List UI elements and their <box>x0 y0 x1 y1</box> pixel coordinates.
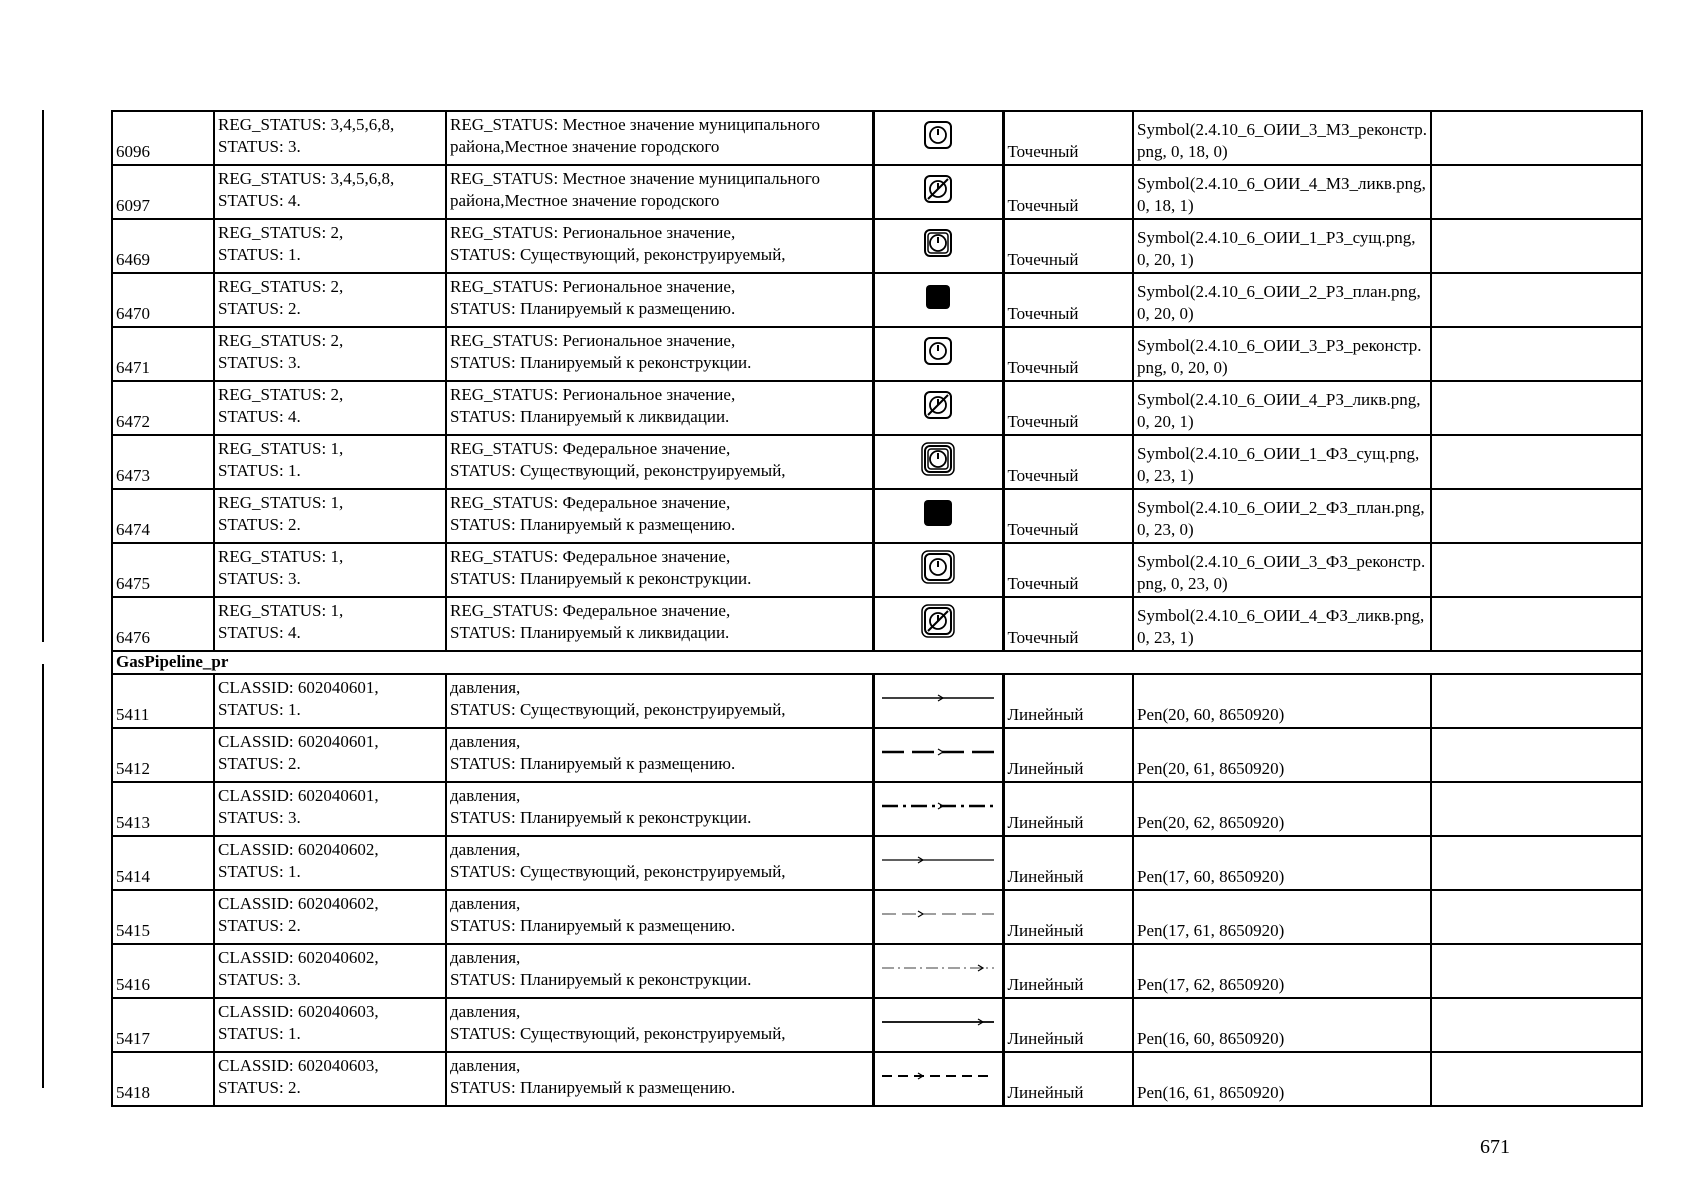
row-id: 5411 <box>116 705 150 724</box>
symbol-cell <box>873 219 1003 273</box>
line-solid-medium-icon <box>878 1012 998 1032</box>
geometry-type-cell <box>1003 165 1133 219</box>
row-id: 6474 <box>116 520 150 539</box>
empty-cell <box>1431 111 1642 165</box>
description-line: STATUS: Планируемый к реконструкции. <box>450 569 752 588</box>
table-row <box>112 543 1642 597</box>
description-cell <box>446 435 873 489</box>
geometry-type: Линейный <box>1007 975 1084 994</box>
table-row <box>112 782 1642 836</box>
description-line: STATUS: Существующий, реконструируемый, <box>450 245 786 264</box>
style-path: Symbol(2.4.10_6_ОИИ_3_МЗ_реконстр.png, 0, 18, 0) <box>1137 120 1427 161</box>
description-line: STATUS: Планируемый к размещению. <box>450 916 736 935</box>
condition-cell <box>214 327 446 381</box>
symbol-cell <box>873 327 1003 381</box>
empty-cell <box>1431 674 1642 728</box>
page-number: 671 <box>1480 1136 1510 1158</box>
description-line: STATUS: Планируемый к размещению. <box>450 299 736 318</box>
description-line: STATUS: Планируемый к реконструкции. <box>450 808 752 827</box>
geometry-type-cell <box>1003 381 1133 435</box>
description-line: STATUS: Планируемый к размещению. <box>450 515 736 534</box>
condition-line: CLASSID: 602040601, <box>218 786 379 805</box>
symbol-cell <box>873 944 1003 998</box>
condition-line: REG_STATUS: 1, <box>218 493 344 512</box>
row-id: 5418 <box>116 1083 150 1102</box>
style-path-cell <box>1133 489 1431 543</box>
line-dashed-medium-icon <box>878 1066 998 1086</box>
description-line: REG_STATUS: Федеральное значение, <box>450 547 731 566</box>
geometry-type: Линейный <box>1007 1029 1084 1048</box>
symbol-cell <box>873 674 1003 728</box>
style-path-cell <box>1133 381 1431 435</box>
geometry-type-cell <box>1003 728 1133 782</box>
condition-cell <box>214 728 446 782</box>
description-cell <box>446 1052 873 1106</box>
description-line: давления, <box>450 840 521 859</box>
condition-line: STATUS: 1. <box>218 862 301 881</box>
table-row <box>112 273 1642 327</box>
row-id: 6473 <box>116 466 150 485</box>
line-dashdot-thick-icon <box>878 796 998 816</box>
condition-line: CLASSID: 602040602, <box>218 840 379 859</box>
condition-line: CLASSID: 602040602, <box>218 894 379 913</box>
style-path: Symbol(2.4.10_6_ОИИ_3_ФЗ_реконстр.png, 0, 23, 0) <box>1137 552 1426 593</box>
gauge-recon-icon <box>921 118 955 152</box>
description-line: REG_STATUS: Федеральное значение, <box>450 439 731 458</box>
gauge-liquid-fed-icon <box>921 604 955 638</box>
geometry-type-cell <box>1003 782 1133 836</box>
condition-cell <box>214 998 446 1052</box>
geometry-type-cell <box>1003 543 1133 597</box>
description-cell <box>446 327 873 381</box>
condition-cell <box>214 111 446 165</box>
condition-cell <box>214 273 446 327</box>
description-line: давления, <box>450 786 521 805</box>
condition-line: REG_STATUS: 1, <box>218 547 344 566</box>
line-dashdot-thin-icon <box>878 958 998 978</box>
table-row <box>112 1052 1642 1106</box>
condition-line: STATUS: 3. <box>218 808 301 827</box>
style-path-cell <box>1133 219 1431 273</box>
description-line: давления, <box>450 894 521 913</box>
style-path: Symbol(2.4.10_6_ОИИ_1_ФЗ_сущ.png, 0, 23, 1) <box>1137 444 1420 485</box>
description-cell <box>446 381 873 435</box>
condition-line: STATUS: 2. <box>218 515 301 534</box>
description-line: STATUS: Существующий, реконструируемый, <box>450 700 786 719</box>
condition-line: STATUS: 3. <box>218 970 301 989</box>
empty-cell <box>1431 597 1642 651</box>
description-line: STATUS: Планируемый к размещению. <box>450 1078 736 1097</box>
condition-line: CLASSID: 602040601, <box>218 732 379 751</box>
style-path: Symbol(2.4.10_6_ОИИ_4_РЗ_ликв.png, 0, 20, 1) <box>1137 390 1421 431</box>
condition-line: STATUS: 1. <box>218 245 301 264</box>
condition-line: STATUS: 1. <box>218 700 301 719</box>
description-line: STATUS: Планируемый к реконструкции. <box>450 353 752 372</box>
style-path: Pen(17, 62, 8650920) <box>1137 975 1285 994</box>
empty-cell <box>1431 327 1642 381</box>
description-line: REG_STATUS: Местное значение муниципального <box>450 169 820 188</box>
gauge-exist-icon <box>921 226 955 260</box>
geometry-type-cell <box>1003 327 1133 381</box>
geometry-type: Линейный <box>1007 867 1084 886</box>
geometry-type-cell <box>1003 597 1133 651</box>
description-line: района,Местное значение городского <box>450 137 720 156</box>
table-row <box>112 674 1642 728</box>
geometry-type: Точечный <box>1007 304 1079 323</box>
symbol-cell <box>873 381 1003 435</box>
empty-cell <box>1431 890 1642 944</box>
condition-cell <box>214 890 446 944</box>
symbol-cell <box>873 165 1003 219</box>
condition-line: STATUS: 3. <box>218 569 301 588</box>
row-id: 6476 <box>116 628 150 647</box>
row-id-cell <box>112 165 214 219</box>
table-row <box>112 219 1642 273</box>
description-line: REG_STATUS: Региональное значение, <box>450 385 736 404</box>
description-line: REG_STATUS: Региональное значение, <box>450 277 736 296</box>
condition-line: CLASSID: 602040603, <box>218 1056 379 1075</box>
description-cell <box>446 273 873 327</box>
row-id: 6475 <box>116 574 150 593</box>
condition-line: STATUS: 3. <box>218 353 301 372</box>
symbol-cell <box>873 836 1003 890</box>
condition-cell <box>214 489 446 543</box>
style-path: Symbol(2.4.10_6_ОИИ_2_ФЗ_план.png, 0, 23, 0) <box>1137 498 1425 539</box>
condition-line: REG_STATUS: 1, <box>218 601 344 620</box>
row-id-cell <box>112 1052 214 1106</box>
style-path-cell <box>1133 273 1431 327</box>
row-id-cell <box>112 836 214 890</box>
geometry-type: Линейный <box>1007 759 1084 778</box>
description-line: давления, <box>450 1056 521 1075</box>
row-id-cell <box>112 111 214 165</box>
table-row <box>112 489 1642 543</box>
table-row <box>112 435 1642 489</box>
geometry-type-cell <box>1003 944 1133 998</box>
style-path: Symbol(2.4.10_6_ОИИ_4_ФЗ_ликв.png, 0, 23, 1) <box>1137 606 1425 647</box>
empty-cell <box>1431 782 1642 836</box>
condition-line: STATUS: 2. <box>218 754 301 773</box>
geometry-type-cell <box>1003 111 1133 165</box>
row-id: 5417 <box>116 1029 150 1048</box>
condition-line: STATUS: 4. <box>218 191 301 210</box>
style-path-cell <box>1133 435 1431 489</box>
table-row <box>112 381 1642 435</box>
description-line: REG_STATUS: Местное значение муниципального <box>450 115 820 134</box>
condition-line: REG_STATUS: 1, <box>218 439 344 458</box>
condition-line: STATUS: 3. <box>218 137 301 156</box>
geometry-type-cell <box>1003 674 1133 728</box>
table-row <box>112 998 1642 1052</box>
row-id-cell <box>112 674 214 728</box>
row-id-cell <box>112 890 214 944</box>
description-cell <box>446 489 873 543</box>
description-line: давления, <box>450 1002 521 1021</box>
description-line: REG_STATUS: Федеральное значение, <box>450 493 731 512</box>
gauge-exist-fed-icon <box>921 442 955 476</box>
gauge-liquid-icon <box>921 388 955 422</box>
description-line: STATUS: Существующий, реконструируемый, <box>450 1024 786 1043</box>
empty-cell <box>1431 489 1642 543</box>
condition-cell <box>214 1052 446 1106</box>
symbol-cell <box>873 111 1003 165</box>
symbol-cell <box>873 728 1003 782</box>
row-id-cell <box>112 998 214 1052</box>
description-line: давления, <box>450 732 521 751</box>
table-row <box>112 836 1642 890</box>
geometry-type-cell <box>1003 489 1133 543</box>
symbol-cell <box>873 597 1003 651</box>
condition-line: REG_STATUS: 2, <box>218 223 344 242</box>
style-path-cell <box>1133 782 1431 836</box>
style-path-cell <box>1133 327 1431 381</box>
page-left-bar-bottom <box>42 664 44 1088</box>
condition-cell <box>214 543 446 597</box>
symbol-cell <box>873 435 1003 489</box>
line-solid-arrow-icon <box>878 688 998 708</box>
style-path: Pen(20, 61, 8650920) <box>1137 759 1285 778</box>
row-id-cell <box>112 597 214 651</box>
description-line: STATUS: Планируемый к ликвидации. <box>450 407 730 426</box>
style-path-cell <box>1133 998 1431 1052</box>
empty-cell <box>1431 1052 1642 1106</box>
style-path-cell <box>1133 165 1431 219</box>
geometry-type: Линейный <box>1007 921 1084 940</box>
condition-cell <box>214 597 446 651</box>
symbol-cell <box>873 543 1003 597</box>
geometry-type-cell <box>1003 836 1133 890</box>
condition-cell <box>214 381 446 435</box>
condition-line: STATUS: 2. <box>218 1078 301 1097</box>
description-line: давления, <box>450 948 521 967</box>
gauge-liquid-icon <box>921 172 955 206</box>
row-id: 5416 <box>116 975 150 994</box>
row-id: 6470 <box>116 304 150 323</box>
geometry-type: Линейный <box>1007 705 1084 724</box>
geometry-type: Точечный <box>1007 142 1079 161</box>
row-id: 6472 <box>116 412 150 431</box>
row-id-cell <box>112 543 214 597</box>
row-id-cell <box>112 219 214 273</box>
style-path: Symbol(2.4.10_6_ОИИ_3_РЗ_реконстр.png, 0, 20, 0) <box>1137 336 1422 377</box>
condition-cell <box>214 836 446 890</box>
style-path: Symbol(2.4.10_6_ОИИ_1_РЗ_сущ.png, 0, 20, 1) <box>1137 228 1416 269</box>
geometry-type-cell <box>1003 273 1133 327</box>
style-path: Pen(17, 60, 8650920) <box>1137 867 1285 886</box>
condition-line: CLASSID: 602040602, <box>218 948 379 967</box>
line-dashed-thin-icon <box>878 904 998 924</box>
condition-line: REG_STATUS: 3,4,5,6,8, <box>218 115 395 134</box>
geometry-type: Точечный <box>1007 250 1079 269</box>
table-row <box>112 597 1642 651</box>
description-cell <box>446 674 873 728</box>
row-id-cell <box>112 381 214 435</box>
description-cell <box>446 165 873 219</box>
row-id-cell <box>112 782 214 836</box>
row-id-cell <box>112 944 214 998</box>
page-left-bar-top <box>42 110 44 642</box>
style-path-cell <box>1133 674 1431 728</box>
description-line: STATUS: Существующий, реконструируемый, <box>450 862 786 881</box>
condition-cell <box>214 674 446 728</box>
style-path: Symbol(2.4.10_6_ОИИ_2_РЗ_план.png, 0, 20, 0) <box>1137 282 1421 323</box>
description-line: REG_STATUS: Федеральное значение, <box>450 601 731 620</box>
geometry-type: Линейный <box>1007 1083 1084 1102</box>
symbol-cell <box>873 998 1003 1052</box>
table-row <box>112 165 1642 219</box>
row-id-cell <box>112 728 214 782</box>
description-cell <box>446 597 873 651</box>
gauge-recon-icon <box>921 334 955 368</box>
geometry-type: Точечный <box>1007 574 1079 593</box>
geometry-type: Точечный <box>1007 466 1079 485</box>
description-cell <box>446 944 873 998</box>
geometry-type-cell <box>1003 435 1133 489</box>
geometry-type: Точечный <box>1007 520 1079 539</box>
condition-cell <box>214 165 446 219</box>
description-cell <box>446 998 873 1052</box>
description-line: STATUS: Планируемый к ликвидации. <box>450 623 730 642</box>
description-line: STATUS: Существующий, реконструируемый, <box>450 461 786 480</box>
gauge-recon-fed-icon <box>921 550 955 584</box>
description-line: STATUS: Планируемый к размещению. <box>450 754 736 773</box>
geometry-type: Линейный <box>1007 813 1084 832</box>
table-row <box>112 890 1642 944</box>
condition-line: STATUS: 1. <box>218 461 301 480</box>
geometry-type: Точечный <box>1007 628 1079 647</box>
description-line: давления, <box>450 678 521 697</box>
style-path-cell <box>1133 1052 1431 1106</box>
condition-line: REG_STATUS: 3,4,5,6,8, <box>218 169 395 188</box>
condition-cell <box>214 219 446 273</box>
style-path-cell <box>1133 890 1431 944</box>
condition-line: STATUS: 4. <box>218 407 301 426</box>
style-path-cell <box>1133 597 1431 651</box>
empty-cell <box>1431 728 1642 782</box>
symbol-cell <box>873 890 1003 944</box>
line-solid-thin-icon <box>878 850 998 870</box>
geometry-type: Точечный <box>1007 412 1079 431</box>
empty-cell <box>1431 944 1642 998</box>
symbol-cell <box>873 782 1003 836</box>
style-path: Pen(16, 60, 8650920) <box>1137 1029 1285 1048</box>
section-header-row <box>112 651 1642 674</box>
style-path-cell <box>1133 944 1431 998</box>
geometry-type-cell <box>1003 219 1133 273</box>
empty-cell <box>1431 435 1642 489</box>
condition-line: STATUS: 4. <box>218 623 301 642</box>
condition-cell <box>214 435 446 489</box>
style-path-cell <box>1133 728 1431 782</box>
description-cell <box>446 111 873 165</box>
style-path-cell <box>1133 543 1431 597</box>
row-id-cell <box>112 435 214 489</box>
empty-cell <box>1431 273 1642 327</box>
table-row <box>112 327 1642 381</box>
empty-cell <box>1431 836 1642 890</box>
table-row <box>112 944 1642 998</box>
description-line: REG_STATUS: Региональное значение, <box>450 223 736 242</box>
line-dashed-thick-icon <box>878 742 998 762</box>
description-cell <box>446 543 873 597</box>
description-line: района,Местное значение городского <box>450 191 720 210</box>
description-cell <box>446 836 873 890</box>
condition-cell <box>214 782 446 836</box>
style-path-cell <box>1133 111 1431 165</box>
section-title: GasPipeline_pr <box>112 651 1642 674</box>
description-line: STATUS: Планируемый к реконструкции. <box>450 970 752 989</box>
gauge-plan-fed-icon <box>921 496 955 530</box>
row-id: 5412 <box>116 759 150 778</box>
condition-line: REG_STATUS: 2, <box>218 331 344 350</box>
row-id-cell <box>112 327 214 381</box>
description-line: REG_STATUS: Региональное значение, <box>450 331 736 350</box>
condition-line: REG_STATUS: 2, <box>218 277 344 296</box>
description-cell <box>446 890 873 944</box>
table-row <box>112 728 1642 782</box>
style-path: Pen(17, 61, 8650920) <box>1137 921 1285 940</box>
symbol-table <box>111 110 1643 1107</box>
condition-line: STATUS: 2. <box>218 916 301 935</box>
description-cell <box>446 219 873 273</box>
row-id: 5413 <box>116 813 150 832</box>
style-path: Pen(20, 62, 8650920) <box>1137 813 1285 832</box>
geometry-type: Точечный <box>1007 196 1079 215</box>
style-path: Pen(16, 61, 8650920) <box>1137 1083 1285 1102</box>
table-row <box>112 111 1642 165</box>
description-cell <box>446 782 873 836</box>
geometry-type-cell <box>1003 998 1133 1052</box>
row-id: 5415 <box>116 921 150 940</box>
row-id: 6097 <box>116 196 150 215</box>
style-path: Pen(20, 60, 8650920) <box>1137 705 1285 724</box>
geometry-type-cell <box>1003 890 1133 944</box>
row-id: 6469 <box>116 250 150 269</box>
row-id: 6471 <box>116 358 150 377</box>
row-id: 5414 <box>116 867 150 886</box>
empty-cell <box>1431 998 1642 1052</box>
style-path-cell <box>1133 836 1431 890</box>
condition-line: STATUS: 1. <box>218 1024 301 1043</box>
empty-cell <box>1431 165 1642 219</box>
row-id-cell <box>112 273 214 327</box>
condition-line: REG_STATUS: 2, <box>218 385 344 404</box>
geometry-type-cell <box>1003 1052 1133 1106</box>
symbol-cell <box>873 489 1003 543</box>
symbol-cell <box>873 1052 1003 1106</box>
gauge-plan-icon <box>921 280 955 314</box>
symbol-cell <box>873 273 1003 327</box>
row-id-cell <box>112 489 214 543</box>
condition-line: CLASSID: 602040603, <box>218 1002 379 1021</box>
description-cell <box>446 728 873 782</box>
empty-cell <box>1431 543 1642 597</box>
condition-line: STATUS: 2. <box>218 299 301 318</box>
row-id: 6096 <box>116 142 150 161</box>
style-path: Symbol(2.4.10_6_ОИИ_4_МЗ_ликв.png, 0, 18, 1) <box>1137 174 1426 215</box>
condition-line: CLASSID: 602040601, <box>218 678 379 697</box>
empty-cell <box>1431 219 1642 273</box>
geometry-type: Точечный <box>1007 358 1079 377</box>
empty-cell <box>1431 381 1642 435</box>
condition-cell <box>214 944 446 998</box>
